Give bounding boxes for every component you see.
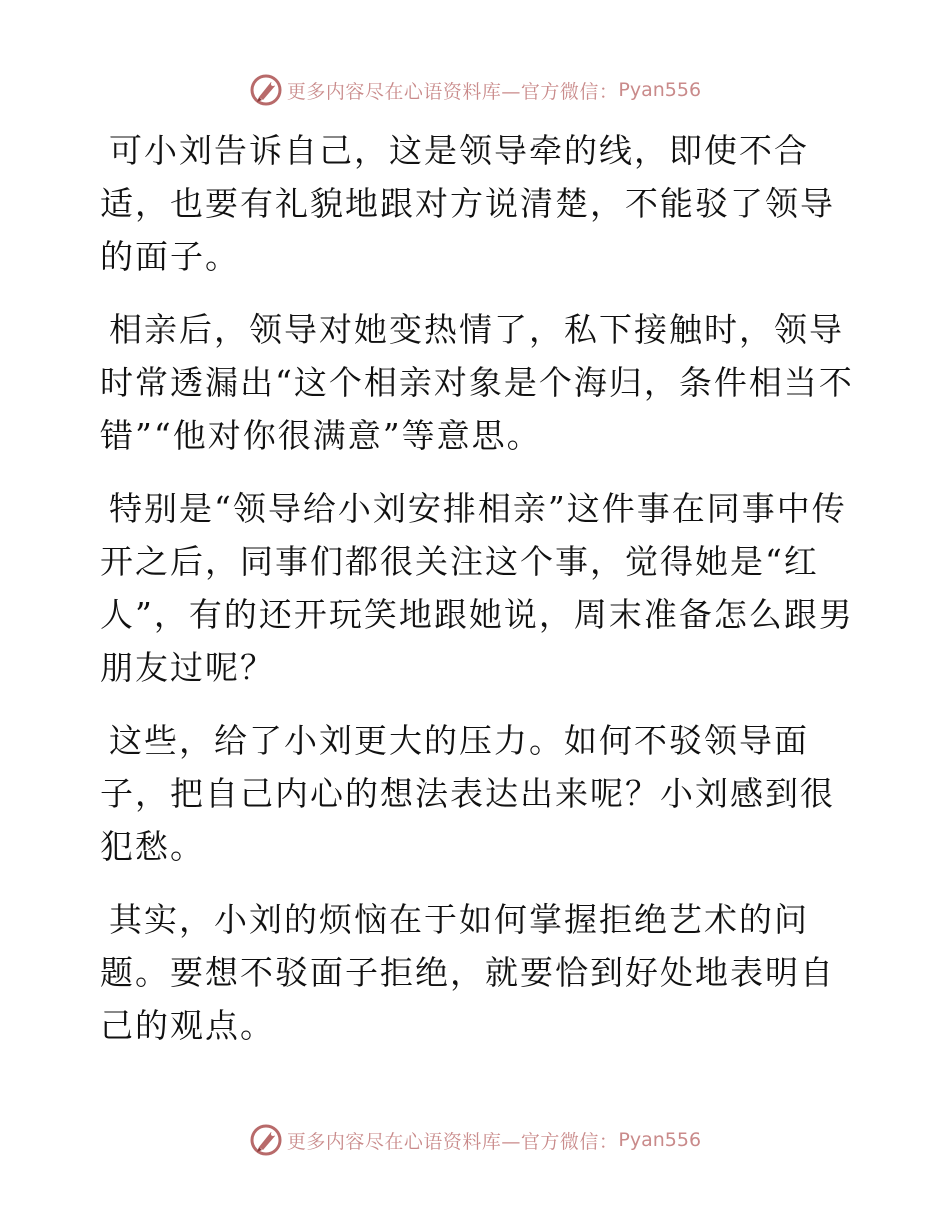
- watermark-text: 更多内容尽在心语资料库—官方微信：: [286, 80, 619, 103]
- watermark-text: 更多内容尽在心语资料库—官方微信：: [286, 1130, 619, 1153]
- watermark-banner-top: [0, 70, 950, 110]
- paragraph-4: 这些，给了小刘更大的压力。如何不驳领导面子，把自己内心的想法表达出来呢？小刘感到很犯愁。: [100, 721, 835, 866]
- paragraph-2: 相亲后，领导对她变热情了，私下接触时，领导时常透漏出“这个相亲对象是个海归，条件相当不错”“他对你很满意”等意思。: [100, 310, 854, 455]
- document-body: [100, 124, 860, 1072]
- pen-logo-icon: [249, 1123, 283, 1157]
- watermark-wechat-id: Pyan556: [618, 1129, 702, 1151]
- watermark-wechat-id: Pyan556: [618, 79, 702, 101]
- paragraph-5: 其实，小刘的烦恼在于如何掌握拒绝艺术的问题。要想不驳面子拒绝，就要恰到好处地表明自己的观点。: [100, 900, 835, 1045]
- watermark-banner-bottom: [0, 1120, 950, 1160]
- paragraph-1: 可小刘告诉自己，这是领导牵的线，即使不合适，也要有礼貌地跟对方说清楚，不能驳了领导的面子。: [100, 131, 835, 276]
- paragraph-3: 特别是“领导给小刘安排相亲”这件事在同事中传开之后，同事们都很关注这个事，觉得她是“红人”，有的还开玩笑地跟她说，周末准备怎么跟男朋友过呢？: [100, 489, 854, 687]
- pen-logo-icon: [249, 73, 283, 107]
